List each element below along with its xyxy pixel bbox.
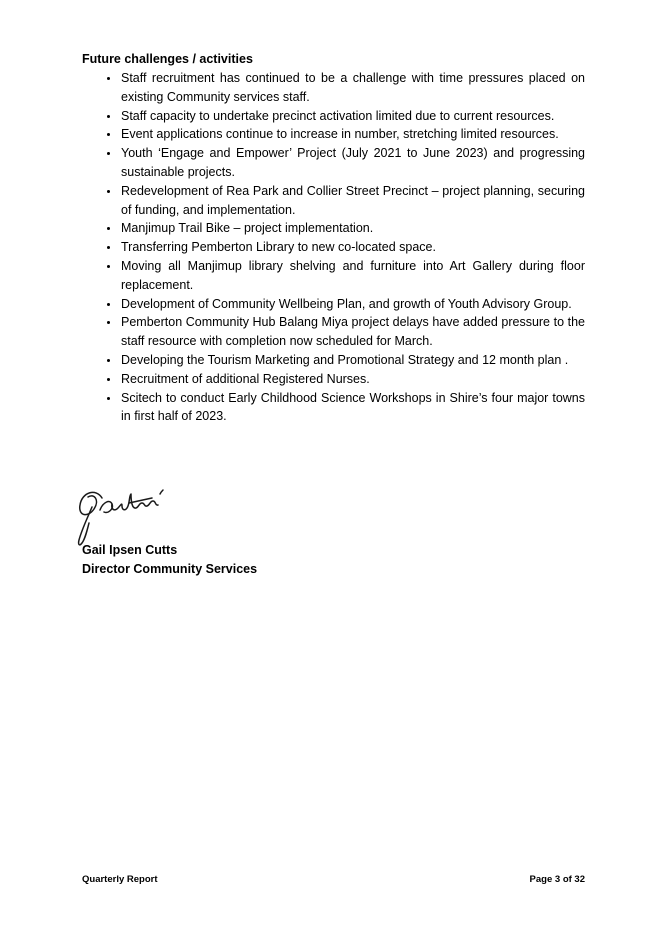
- list-item: • Recruitment of additional Registered Nurses.: [120, 370, 585, 389]
- signatory-name: Gail Ipsen Cutts: [82, 543, 178, 557]
- page-content: [82, 50, 585, 426]
- list-item: • Development of Community Wellbeing Plan, and growth of Youth Advisory Group.: [120, 295, 585, 314]
- list-item: • Manjimup Trail Bike – project implementation.: [120, 219, 585, 238]
- footer-report-title: Quarterly Report: [82, 874, 158, 885]
- list-item: • Youth ‘Engage and Empower’ Project (July 2021 to June 2023) and progressing sustainable projects.: [120, 144, 585, 182]
- list-item: • Staff recruitment has continued to be a challenge with time pressures placed on existing Community services staff.: [120, 69, 585, 107]
- list-item: • Event applications continue to increase in number, stretching limited resources.: [120, 125, 585, 144]
- list-item: • Scitech to conduct Early Childhood Science Workshops in Shire’s four major towns in first half of 2023.: [120, 389, 585, 427]
- list-item: • Staff capacity to undertake precinct activation limited due to current resources.: [120, 107, 585, 126]
- signatory-title: Director Community Services: [82, 562, 258, 576]
- list-item: • Developing the Tourism Marketing and Promotional Strategy and 12 month plan .: [120, 351, 585, 370]
- footer-page-number: Page 3 of 32: [529, 874, 585, 885]
- list-item: • Moving all Manjimup library shelving and furniture into Art Gallery during floor replacement.: [120, 257, 585, 295]
- list-item: • Pemberton Community Hub Balang Miya project delays have added pressure to the staff resource with completion now scheduled for March.: [120, 313, 585, 351]
- bullet-list: [82, 69, 585, 426]
- page-footer: [82, 874, 585, 886]
- list-item: • Transferring Pemberton Library to new co-located space.: [120, 238, 585, 257]
- handwritten-signature-icon: [72, 483, 174, 553]
- section-heading: Future challenges / activities: [82, 52, 253, 66]
- signature-block: [82, 541, 257, 579]
- list-item: • Redevelopment of Rea Park and Collier Street Precinct – project planning, securing of funding, and implementation.: [120, 182, 585, 220]
